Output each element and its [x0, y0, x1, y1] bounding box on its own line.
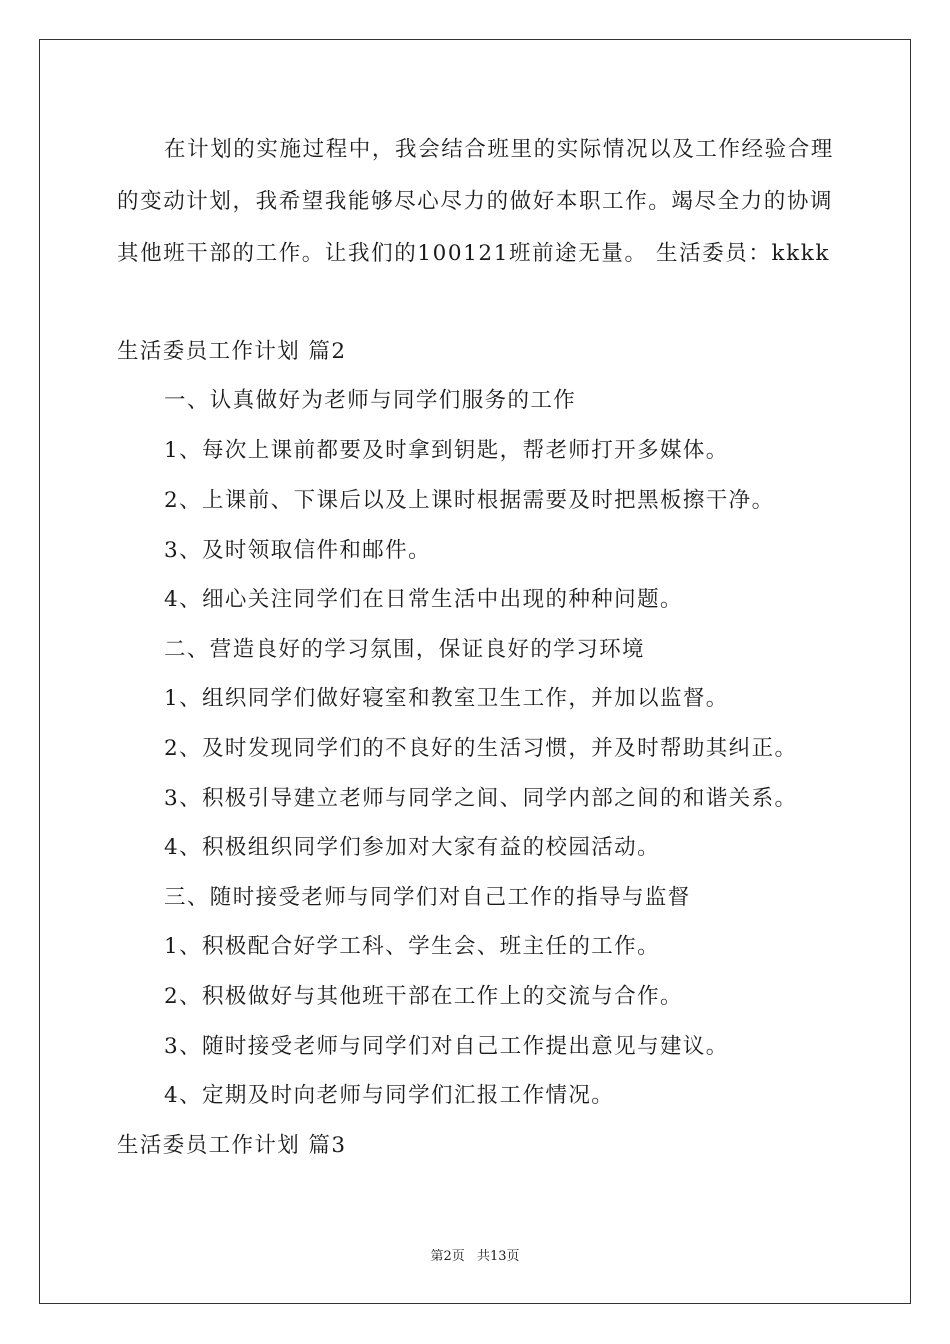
list-item: 2、上课前、下课后以及上课时根据需要及时把黑板擦干净。 [164, 488, 775, 513]
list-item: 3、及时领取信件和邮件。 [164, 538, 431, 563]
list-item: 3、随时接受老师与同学们对自己工作提出意见与建议。 [164, 1034, 729, 1059]
page-footer [0, 1248, 950, 1266]
list-item: 1、每次上课前都要及时拿到钥匙，帮老师打开多媒体。 [164, 438, 729, 463]
list-item: 4、积极组织同学们参加对大家有益的校园活动。 [164, 835, 660, 860]
list-item: 4、定期及时向老师与同学们汇报工作情况。 [164, 1083, 615, 1108]
intro-text: 在计划的实施过程中，我会结合班里的实际情况以及工作经验合理的变动计划，我希望我能够尽心尽力的做好本职工作。竭尽全力的协调其他班干部的工作。让我们的100121班前途无量。 生活委员：kkkk [117, 137, 834, 266]
list-item: 2、积极做好与其他班干部在工作上的交流与合作。 [164, 984, 683, 1009]
section-title-2: 生活委员工作计划 篇2 [117, 339, 347, 364]
list-item: 1、组织同学们做好寝室和教室卫生工作，并加以监督。 [164, 686, 729, 711]
section-heading-2: 二、营造良好的学习氛围，保证良好的学习环境 [164, 637, 645, 662]
intro-paragraph [117, 124, 837, 280]
list-item: 2、及时发现同学们的不良好的生活习惯，并及时帮助其纠正。 [164, 736, 798, 761]
list-item: 3、积极引导建立老师与同学之间、同学内部之间的和谐关系。 [164, 786, 798, 811]
section-title-3: 生活委员工作计划 篇3 [117, 1133, 347, 1158]
list-item: 1、积极配合好学工科、学生会、班主任的工作。 [164, 934, 660, 959]
list-item: 4、细心关注同学们在日常生活中出现的种种问题。 [164, 587, 683, 612]
section-heading-1: 一、认真做好为老师与同学们服务的工作 [164, 388, 577, 413]
page-total: 共13页 [476, 1249, 520, 1264]
page-number: 第2页 [430, 1249, 465, 1264]
section-heading-3: 三、随时接受老师与同学们对自己工作的指导与监督 [164, 885, 691, 910]
